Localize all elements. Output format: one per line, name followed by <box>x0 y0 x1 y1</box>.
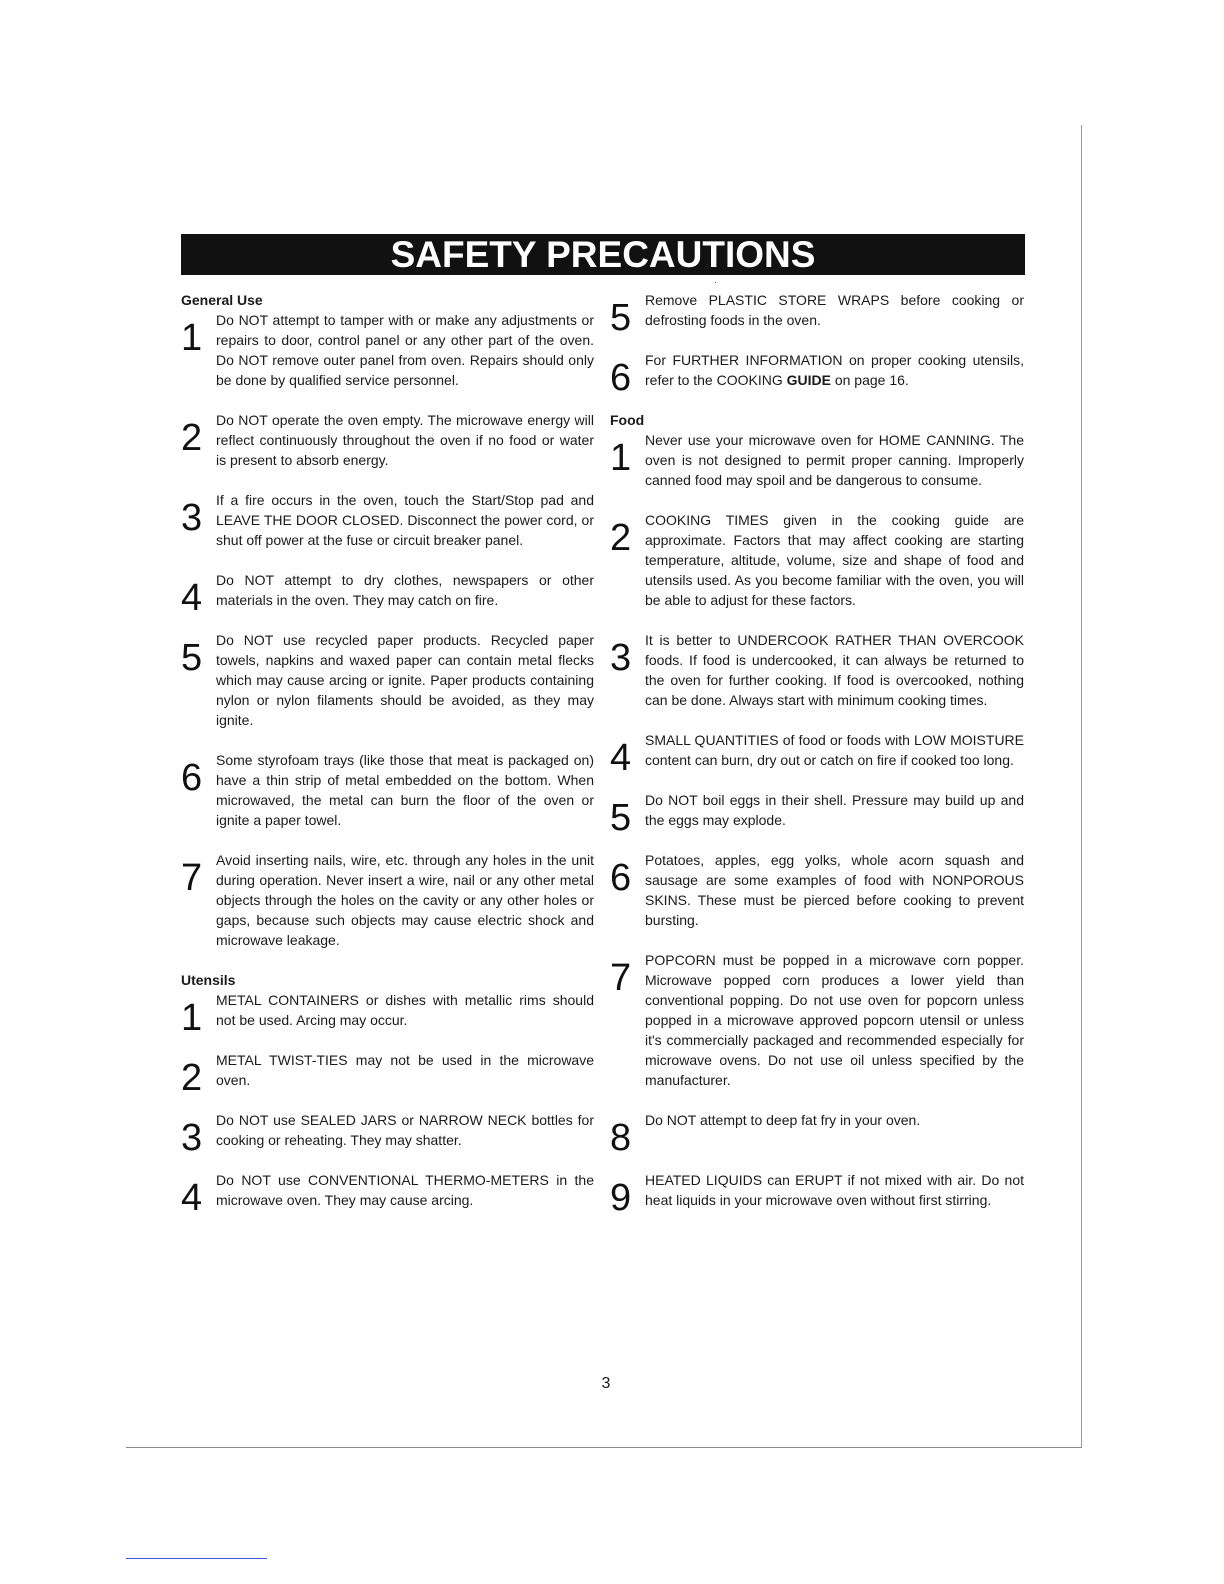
general-use-item <box>181 570 594 619</box>
item-text: SMALL QUANTITIES of food or foods with LOW MOISTURE content can burn, dry out or catch on fire if cooked too long. <box>645 732 1024 768</box>
item-text: Never use your microwave oven for HOME CANNING. The oven is not designed to permit proper canning. Improperly canned food may spoil and be dangerous to consume. <box>645 432 1024 488</box>
food-item <box>610 1170 1024 1219</box>
item-text: Potatoes, apples, egg yolks, whole acorn squash and sausage are some examples of food with NONPOROUS SKINS. These must be pierced before cooking to prevent bursting. <box>645 852 1024 928</box>
item-number: 2 <box>610 517 632 559</box>
utensils-item <box>610 350 1024 399</box>
item-text: Remove PLASTIC STORE WRAPS before cooking or defrosting foods in the oven. <box>645 292 1024 328</box>
item-text <box>645 350 1024 390</box>
item-text-bold: GUIDE <box>786 372 831 388</box>
item-number: 1 <box>181 317 203 359</box>
item-text: Avoid inserting nails, wire, etc. through any holes in the unit during operation. Never insert a wire, nail or any other metal objects through the holes on the cavity or any other holes or gaps, because such objects may cause electric shock and microwave leakage. <box>216 852 594 948</box>
item-number: 2 <box>181 1057 203 1099</box>
food-heading: Food <box>610 412 645 428</box>
utensils-item <box>181 1170 594 1219</box>
item-number: 3 <box>181 497 203 539</box>
utensils-item <box>610 290 1024 339</box>
scan-border-horizontal <box>126 1447 1082 1448</box>
item-text: Do NOT attempt to dry clothes, newspapers or other materials in the oven. They may catch on fire. <box>216 572 594 608</box>
page-number: 3 <box>601 1375 611 1392</box>
item-text: Some styrofoam trays (like those that meat is packaged on) have a thin strip of metal embedded on the bottom. When microwaved, the metal can burn the floor of the oven or ignite a paper towel. <box>216 752 594 828</box>
page-title: SAFETY PRECAUTIONS <box>181 234 1025 275</box>
item-number: 5 <box>610 297 632 339</box>
item-number: 4 <box>181 1177 203 1219</box>
item-text: Do NOT attempt to tamper with or make any adjustments or repairs to door, control panel or any other part of the oven. Do NOT remove outer panel from oven. Repairs should only be done by qualified service personnel. <box>216 312 594 388</box>
item-text: Do NOT use CONVENTIONAL THERMO-METERS in the microwave oven. They may cause arcing. <box>216 1172 594 1208</box>
general-use-item <box>181 750 594 830</box>
item-number: 6 <box>610 357 632 399</box>
item-number: 9 <box>610 1177 632 1219</box>
item-text: COOKING TIMES given in the cooking guide are approximate. Factors that may affect cooking are starting temperature, altitude, volume, size and shape of food and utensils used. As you become familiar with the oven, you will be able to adjust for these factors. <box>645 512 1024 608</box>
utensils-item <box>181 1050 594 1099</box>
item-text: It is better to UNDERCOOK RATHER THAN OVERCOOK foods. If food is undercooked, it can always be returned to the oven for further cooking. If food is overcooked, nothing can be done. Always start with minimum cooking times. <box>645 632 1024 708</box>
food-item <box>610 950 1024 1090</box>
general-use-item <box>181 850 594 950</box>
blue-underline <box>126 1558 267 1559</box>
item-number: 7 <box>610 957 632 999</box>
general-use-heading: General Use <box>181 292 263 308</box>
item-number: 5 <box>181 637 203 679</box>
item-number: 6 <box>181 757 203 799</box>
item-text: Do NOT operate the oven empty. The microwave energy will reflect continuously throughout the oven if no food or water is present to absorb energy. <box>216 412 594 468</box>
food-item <box>610 790 1024 839</box>
food-item <box>610 510 1024 610</box>
utensils-heading: Utensils <box>181 972 236 988</box>
item-text: Do NOT boil eggs in their shell. Pressure may build up and the eggs may explode. <box>645 792 1024 828</box>
general-use-item <box>181 630 594 730</box>
food-item <box>610 850 1024 930</box>
food-item <box>610 1110 1024 1159</box>
item-text: METAL TWIST-TIES may not be used in the microwave oven. <box>216 1052 594 1088</box>
item-text: If a fire occurs in the oven, touch the Start/Stop pad and LEAVE THE DOOR CLOSED. Disconnect the power cord, or shut off power at the fuse or circuit breaker panel. <box>216 492 594 548</box>
item-number: 8 <box>610 1117 632 1159</box>
food-item <box>610 730 1024 779</box>
general-use-item <box>181 410 594 470</box>
item-number: 1 <box>610 437 632 479</box>
left-column <box>181 290 594 1219</box>
item-text: METAL CONTAINERS or dishes with metallic rims should not be used. Arcing may occur. <box>216 992 594 1028</box>
item-number: 6 <box>610 857 632 899</box>
item-number: 4 <box>181 577 203 619</box>
item-number: 3 <box>181 1117 203 1159</box>
item-text-part: on page 16. <box>830 372 909 388</box>
food-item <box>610 630 1024 710</box>
item-number: 4 <box>610 737 632 779</box>
item-text: Do NOT use SEALED JARS or NARROW NECK bottles for cooking or reheating. They may shatter. <box>216 1112 594 1148</box>
scan-border-vertical <box>1081 125 1082 1447</box>
item-text: Do NOT use recycled paper products. Recycled paper towels, napkins and waxed paper can contain metal flecks which may cause arcing or ignite. Paper products containing nylon or nylon filaments should be avoided, as they may ignite. <box>216 632 594 728</box>
general-use-item <box>181 310 594 390</box>
item-number: 5 <box>610 797 632 839</box>
item-text: POPCORN must be popped in a microwave corn popper. Microwave popped corn produces a lower yield than conventional popping. Do not use oven for popcorn unless popped in a microwave approved popcorn utensil or unless it's commercially packaged and recommended especially for microwave ovens. Do not use oil unless specified by the manufacturer. <box>645 952 1024 1088</box>
general-use-item <box>181 490 594 550</box>
item-number: 7 <box>181 857 203 899</box>
item-number: 2 <box>181 417 203 459</box>
utensils-item <box>181 1110 594 1159</box>
item-number: 3 <box>610 637 632 679</box>
right-column <box>610 290 1024 1219</box>
food-item <box>610 430 1024 490</box>
item-text: HEATED LIQUIDS can ERUPT if not mixed with air. Do not heat liquids in your microwave oven without first stirring. <box>645 1172 1024 1208</box>
stray-mark <box>715 282 716 283</box>
item-text: Do NOT attempt to deep fat fry in your oven. <box>645 1112 921 1128</box>
utensils-item <box>181 990 594 1039</box>
item-number: 1 <box>181 997 203 1039</box>
item-text-part: For FURTHER INFORMATION on proper cooking utensils, refer to the COOKING <box>645 352 1024 388</box>
